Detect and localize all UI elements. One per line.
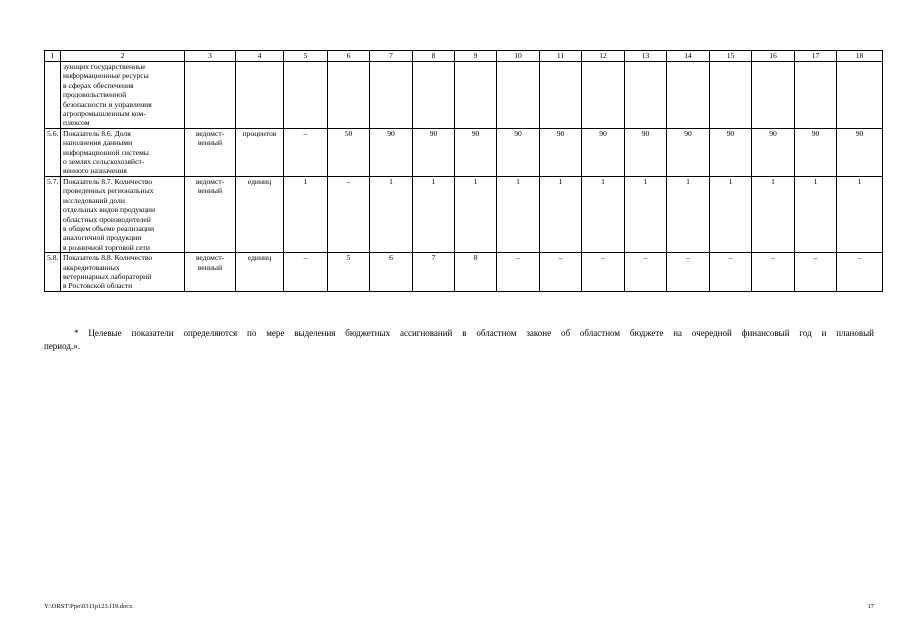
table-row [45,253,883,292]
value-cell: – [837,253,883,292]
header-cell: 7 [370,51,413,62]
value-cell: 1 [540,176,582,252]
value-cell: 90 [625,128,667,176]
value-cell [667,62,710,129]
value-cell: 1 [710,176,752,252]
header-cell: 11 [540,51,582,62]
page-number: 17 [867,603,874,610]
indicator-line: Показатель 8.8. Количество [63,253,153,263]
indicator-line: зующих государственные [63,62,146,71]
row-number: 5.8. [45,253,61,292]
value-cell: 1 [455,176,497,252]
indicator-line: венного назначения [63,166,127,176]
indicator-line: отдельных видов продукции [63,205,156,215]
value-cell: 90 [837,128,883,176]
value-cell: 1 [413,176,455,252]
value-cell: 90 [752,128,795,176]
indicator-name [61,62,185,129]
indicator-line: ветеринарных лабораторий [63,271,152,281]
value-cell: – [752,253,795,292]
indicator-line: о землях сельскохозяйст- [63,157,145,167]
value-cell [328,62,370,129]
footnote [44,327,874,353]
value-cell: – [497,253,540,292]
header-cell: 2 [61,51,185,62]
table-row [45,128,883,176]
row-number: 5.6. [45,128,61,176]
type-line: венный [197,138,223,148]
header-cell: 13 [625,51,667,62]
value-cell [752,62,795,129]
header-cell: 18 [837,51,883,62]
indicator-name [61,253,185,292]
row-number: 5.7. [45,176,61,252]
indicator-line: информационной системы [63,147,149,157]
header-cell: 12 [582,51,625,62]
value-cell: 90 [370,128,413,176]
value-cell: 1 [497,176,540,252]
indicator-line: исследований доли [63,195,125,205]
value-cell: – [328,176,370,252]
value-cell: 1 [370,176,413,252]
value-cell: 1 [837,176,883,252]
value-cell: 90 [455,128,497,176]
value-cell: 90 [710,128,752,176]
value-cell: 90 [667,128,710,176]
header-cell: 17 [795,51,837,62]
value-cell: – [667,253,710,292]
value-cell: 90 [413,128,455,176]
value-cell: – [795,253,837,292]
value-cell: 8 [455,253,497,292]
value-cell [413,62,455,129]
value-cell: 1 [667,176,710,252]
value-cell [284,62,328,129]
indicator-type [185,128,236,176]
indicator-line: областных производителей [63,214,151,224]
value-cell [710,62,752,129]
header-cell: 8 [413,51,455,62]
value-cell: – [625,253,667,292]
value-cell: 90 [497,128,540,176]
header-cell: 15 [710,51,752,62]
header-cell: 14 [667,51,710,62]
indicator-line: агропромышленным ком- [63,109,146,119]
table-row [45,176,883,252]
unit: единиц [236,253,284,292]
footnote-line-1: * Целевые показатели определяются по мере выделения бюджетных ассигнований в областном законе об областном бюджете на очередной финансовый год и плановый [74,328,874,338]
value-cell [625,62,667,129]
header-cell: 10 [497,51,540,62]
indicator-line: в общем объеме реализации [63,223,155,233]
indicator-line: в Ростовской области [63,281,133,291]
indicator-line: в розничной торговой сети [63,242,150,252]
indicator-line: аналогичной продукции [63,233,142,243]
value-cell [497,62,540,129]
table-header-row [45,51,883,62]
value-cell: 1 [625,176,667,252]
value-cell [837,62,883,129]
header-cell: 1 [45,51,61,62]
indicator-line: в сферах обеспечения [63,80,134,90]
unit: процентов [236,128,284,176]
header-cell: 5 [284,51,328,62]
value-cell: 1 [795,176,837,252]
indicator-line: Показатель 8.6. Доля [63,128,131,138]
indicator-line: проведенных региональных [63,186,154,196]
value-cell: 90 [582,128,625,176]
value-cell: – [710,253,752,292]
row-number [45,62,61,129]
value-cell: – [582,253,625,292]
type-line: ведомст- [195,253,225,263]
type-line: ведомст- [195,128,225,138]
header-cell: 16 [752,51,795,62]
unit: единиц [236,176,284,252]
value-cell: – [540,253,582,292]
unit [236,62,284,129]
value-cell: 6 [370,253,413,292]
document-path: Y:\ORST\Ppo\0311p123.f19.docx [44,603,133,610]
indicator-line: продовольственной [63,90,127,100]
indicator-line: наполнения данными [63,138,133,148]
value-cell [795,62,837,129]
value-cell: 5 [328,253,370,292]
indicator-line: плексом [63,118,90,128]
value-cell: 90 [540,128,582,176]
indicator-type [185,176,236,252]
type-line: венный [197,262,223,272]
indicator-table [44,50,883,292]
indicator-name [61,128,185,176]
header-cell: 3 [185,51,236,62]
indicator-name [61,176,185,252]
value-cell: 1 [752,176,795,252]
value-cell: 1 [582,176,625,252]
value-cell [540,62,582,129]
type-line: венный [197,186,223,196]
value-cell [370,62,413,129]
value-cell: 1 [284,176,328,252]
header-cell: 9 [455,51,497,62]
value-cell: – [284,128,328,176]
indicator-line: Показатель 8.7. Количество [63,176,153,186]
value-cell [455,62,497,129]
table-row [45,62,883,129]
indicator-type [185,62,236,129]
value-cell: 90 [795,128,837,176]
indicator-type [185,253,236,292]
indicator-line: информационные ресурсы [63,71,149,81]
value-cell: 7 [413,253,455,292]
footnote-line-2: период.». [44,341,80,351]
value-cell [582,62,625,129]
header-cell: 4 [236,51,284,62]
value-cell: 50 [328,128,370,176]
header-cell: 6 [328,51,370,62]
value-cell: – [284,253,328,292]
indicator-line: безопасности и управления [63,99,152,109]
type-line: ведомст- [195,176,225,186]
indicator-line: аккредитованных [63,262,120,272]
